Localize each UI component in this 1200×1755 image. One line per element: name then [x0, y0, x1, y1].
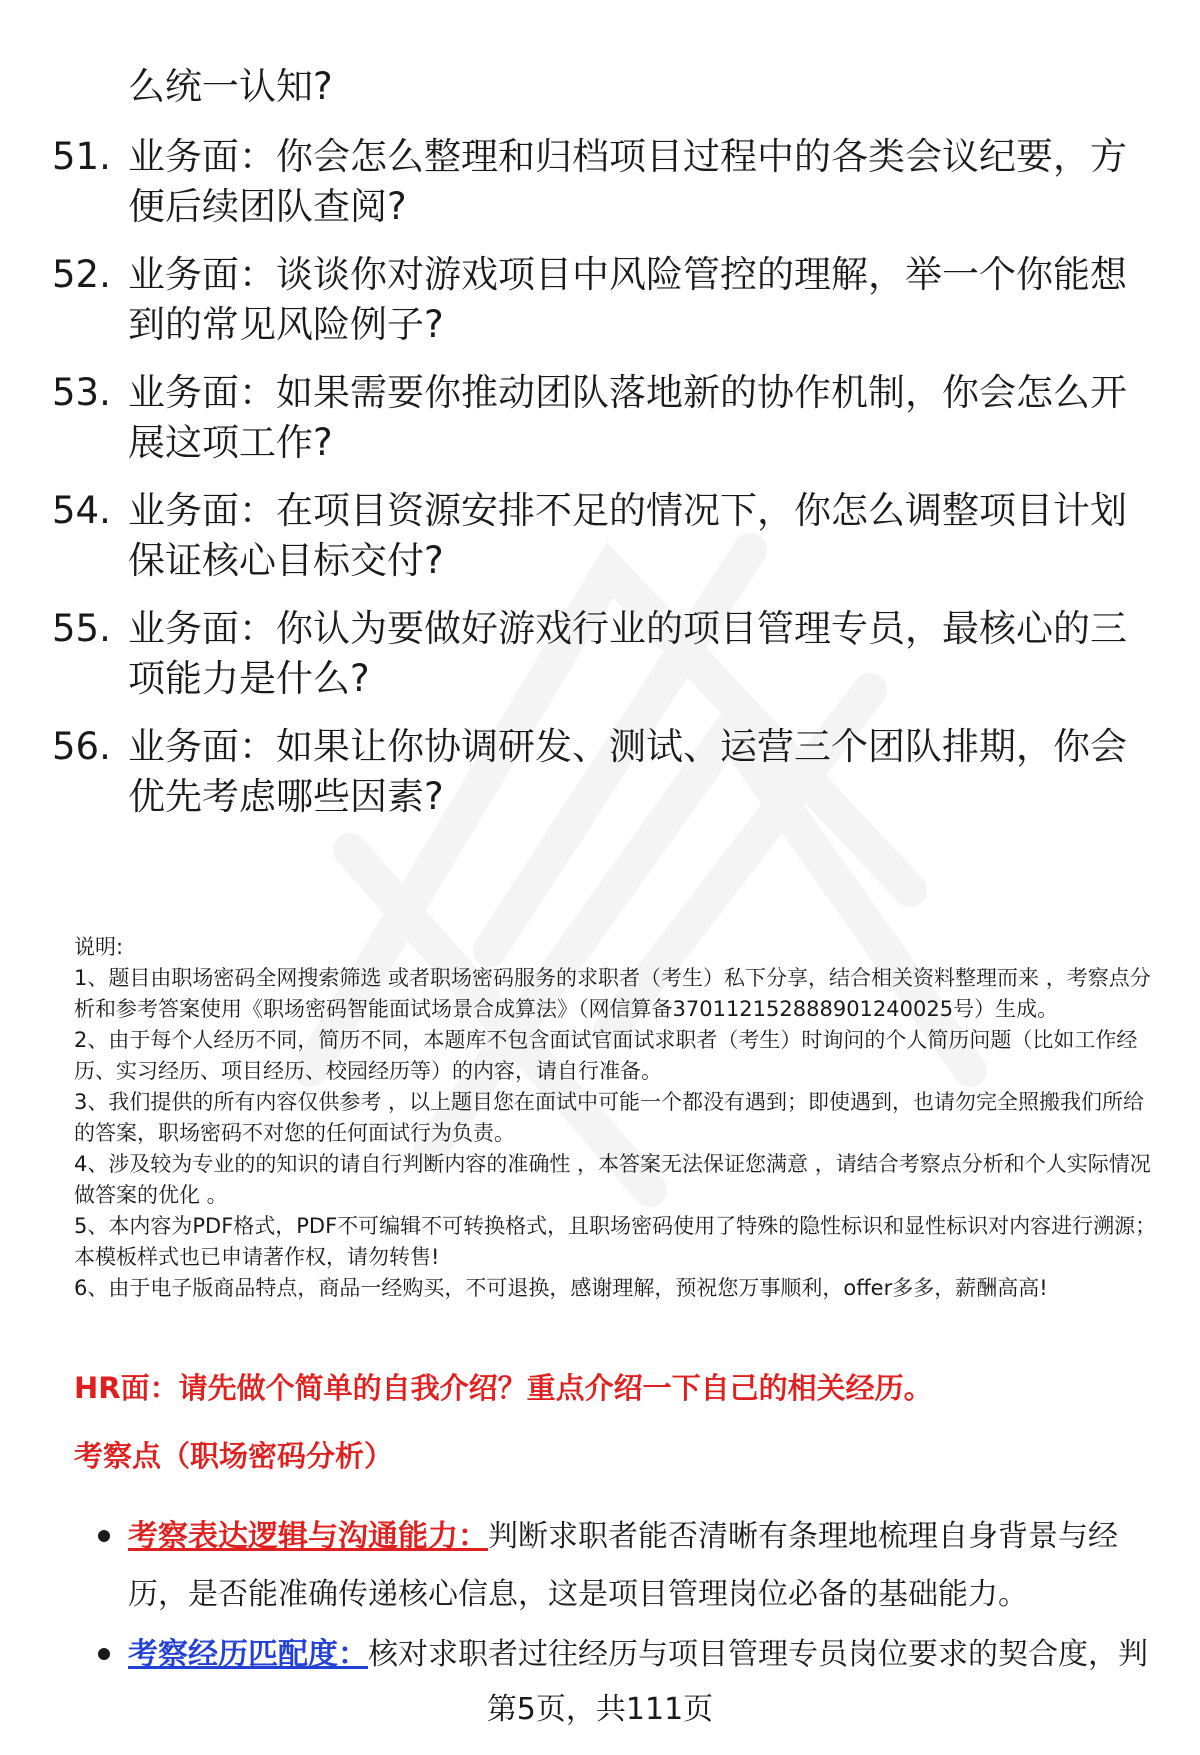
bullet-key: 考察经历匹配度： — [128, 1637, 368, 1672]
question-53 — [52, 368, 1152, 468]
question-text: 业务面：你认为要做好游戏行业的项目管理专员，最核心的三项能力是什么? — [128, 607, 1127, 700]
note-item: 5、本内容为PDF格式，PDF不可编辑不可转换格式，且职场密码使用了特殊的隐性标识和显性标识对内容进行溯源；本模板样式也已申请著作权，请勿转售! — [74, 1214, 1157, 1269]
note-item: 3、我们提供的所有内容仅供参考 ，以上题目您在面试中可能一个都没有遇到；即使遇到，也请勿完全照搬我们所给的答案，职场密码不对您的任何面试行为负责。 — [74, 1090, 1145, 1145]
question-56 — [52, 722, 1152, 822]
question-number: 51. — [52, 135, 111, 178]
notes-title: 说明: — [74, 935, 124, 959]
question-52 — [52, 250, 1152, 350]
question-number: 56. — [52, 725, 111, 768]
analysis-bullet — [128, 1626, 1148, 1684]
question-number: 53. — [52, 371, 111, 414]
question-continuation: 么统一认知? — [128, 65, 333, 108]
question-55 — [52, 604, 1152, 704]
question-text: 业务面：在项目资源安排不足的情况下，你怎么调整项目计划保证核心目标交付? — [128, 489, 1127, 582]
question-text: 业务面：如果让你协调研发、测试、运营三个团队排期，你会优先考虑哪些因素? — [128, 725, 1127, 818]
question-text: 业务面：谈谈你对游戏项目中风险管控的理解，举一个你能想到的常见风险例子? — [128, 253, 1127, 346]
question-number: 54. — [52, 489, 111, 532]
bullet-text: 判断求职者能否清晰有条理地梳理自身背景与经历，是否能准确传递核心信息，这是项目管理岗位必备的基础能力。 — [128, 1519, 1118, 1612]
question-number: 52. — [52, 253, 111, 296]
disclaimer-notes — [74, 932, 1164, 1304]
note-item: 6、由于电子版商品特点，商品一经购买，不可退换，感谢理解，预祝您万事顺利，offer多多，薪酬高高! — [74, 1276, 1048, 1300]
question-text: 业务面：如果需要你推动团队落地新的协作机制，你会怎么开展这项工作? — [128, 371, 1127, 464]
bullet-dot-icon — [98, 1530, 110, 1542]
note-item: 2、由于每个人经历不同，简历不同，本题库不包含面试官面试求职者（考生）时询问的个人简历问题（比如工作经历、实习经历、项目经历、校园经历等）的内容，请自行准备。 — [74, 1028, 1138, 1083]
question-number: 55. — [52, 607, 111, 650]
question-text: 业务面：你会怎么整理和归档项目过程中的各类会议纪要，方便后续团队查阅? — [128, 135, 1127, 228]
question-54 — [52, 486, 1152, 586]
hr-question: HR面：请先做个简单的自我介绍？重点介绍一下自己的相关经历。 — [74, 1371, 933, 1405]
bullet-dot-icon — [98, 1648, 110, 1660]
note-item: 4、涉及较为专业的的知识的请自行判断内容的准确性 ，本答案无法保证您满意 ，请结合考察点分析和个人实际情况做答案的优化 。 — [74, 1152, 1151, 1207]
page-footer: 第5页，共111页 — [486, 1692, 714, 1727]
note-item: 1、题目由职场密码全网搜索筛选 或者职场密码服务的求职者（考生）私下分享，结合相关资料整理而来 ，考察点分析和参考答案使用《职场密码智能面试场景合成算法》（网信算备370112152888901240025号）生成。 — [74, 966, 1151, 1021]
bullet-key: 考察表达逻辑与沟通能力： — [128, 1519, 488, 1554]
analysis-heading: 考察点（职场密码分析） — [74, 1439, 394, 1473]
question-51 — [52, 132, 1152, 232]
bullet-text: 核对求职者过往经历与项目管理专员岗位要求的契合度，判 — [368, 1637, 1148, 1672]
analysis-bullet — [128, 1508, 1148, 1624]
